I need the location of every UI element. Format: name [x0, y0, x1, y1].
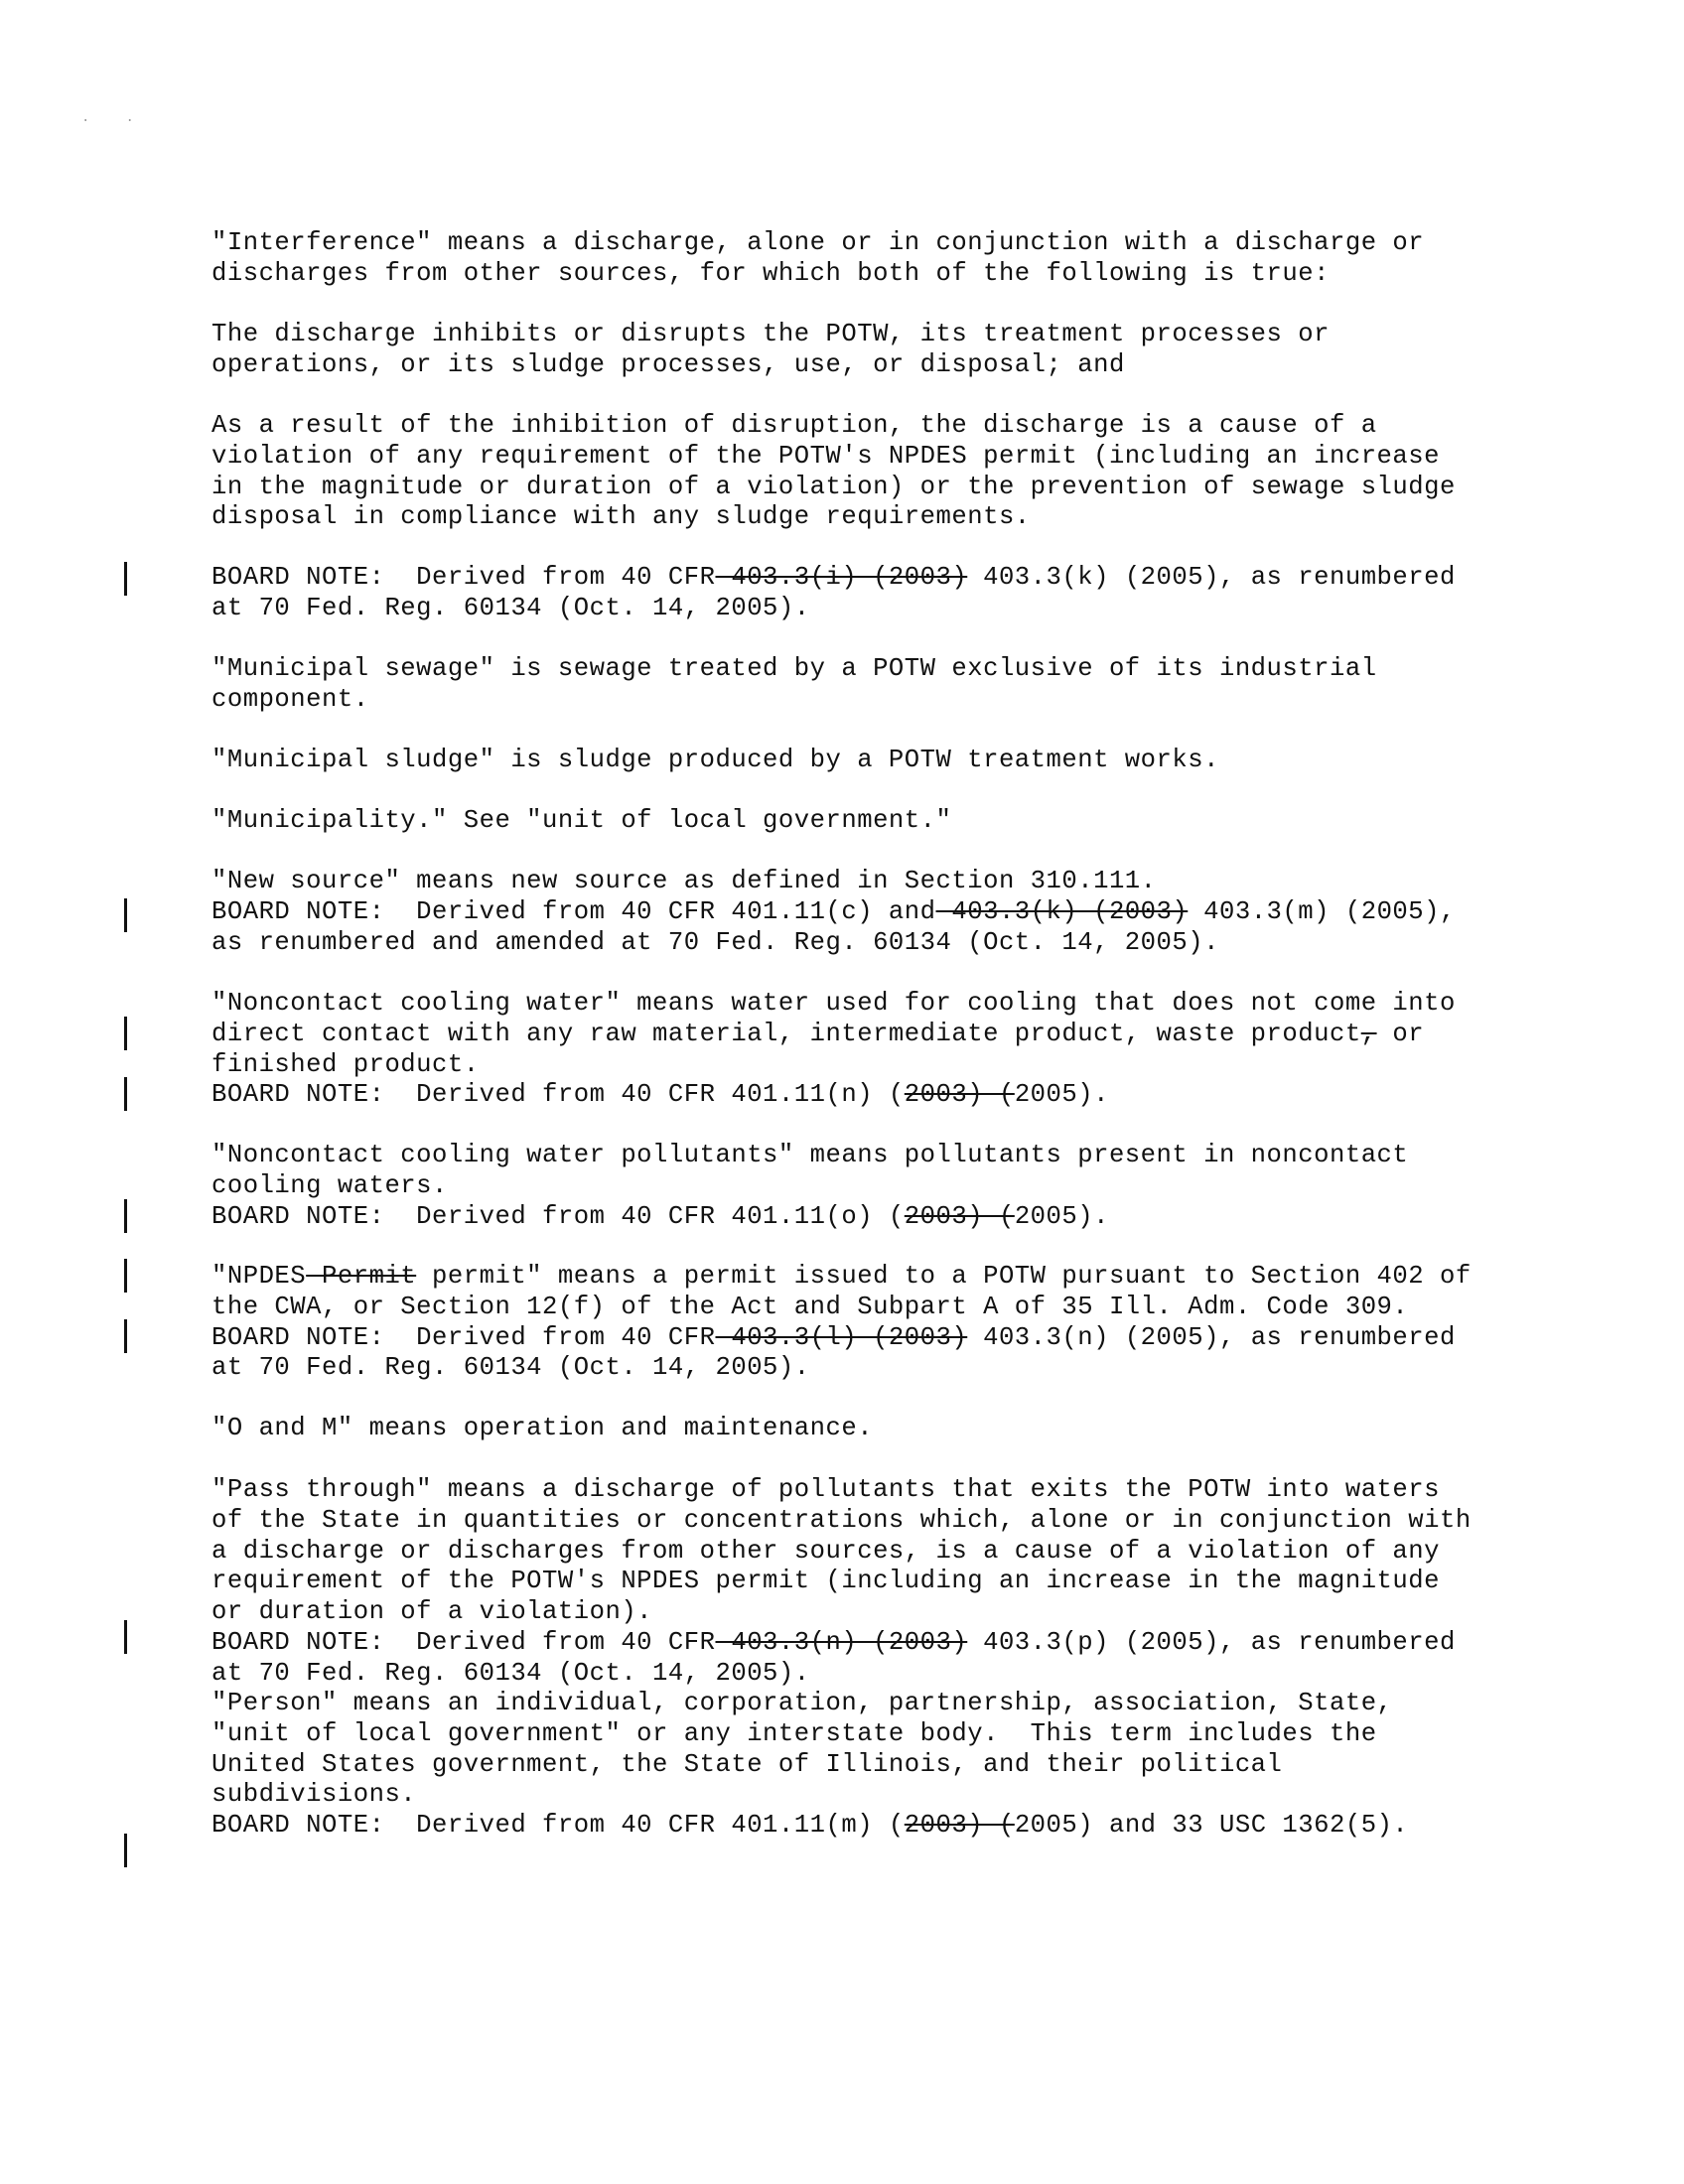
- text-line: [211, 806, 951, 837]
- text-segment: "New source" means new source as defined in Section 310.111.: [211, 867, 1157, 895]
- paragraph-municipal-sewage: [211, 654, 1377, 716]
- text-line: [211, 1689, 1408, 1719]
- text-segment: BOARD NOTE: Derived from 40 CFR 401.11(n) (: [211, 1080, 905, 1110]
- text-segment: subdivisions.: [211, 1780, 417, 1810]
- text-segment: "Noncontact cooling water pollutants" means pollutants present in noncontact: [211, 1141, 1409, 1169]
- change-bar: [124, 1620, 127, 1654]
- text-segment: discharges from other sources, for which both of the following is true:: [211, 258, 1330, 288]
- text-segment: direct contact with any raw material, intermediate product, waste product: [211, 1019, 1361, 1048]
- text-segment: at 70 Fed. Reg. 60134 (Oct. 14, 2005).: [211, 593, 810, 622]
- text-segment: disposal in compliance with any sludge requirements.: [211, 502, 1031, 532]
- text-line: [211, 1719, 1408, 1750]
- text-segment: 2005).: [1014, 1080, 1109, 1110]
- text-segment: cooling waters.: [211, 1170, 448, 1200]
- text-line: [211, 1811, 1408, 1842]
- text-segment: "Interference" means a discharge, alone or in conjunction with a discharge or: [211, 228, 1425, 257]
- text-line: [211, 1050, 1456, 1081]
- text-line: [211, 1659, 1472, 1690]
- text-line: [211, 1323, 1472, 1354]
- text-segment: BOARD NOTE: Derived from 40 CFR: [211, 563, 716, 592]
- text-segment: of the State in quantities or concentrations which, alone or in conjunction with: [211, 1505, 1472, 1535]
- text-segment: 403.3(k) (2005), as renumbered: [967, 563, 1456, 592]
- deleted-text: ,: [1360, 1019, 1377, 1048]
- text-segment: As a result of the inhibition of disruption, the discharge is a cause of a: [211, 411, 1377, 440]
- text-segment: a discharge or discharges from other sources, is a cause of a violation of any: [211, 1536, 1440, 1566]
- text-line: [211, 473, 1456, 503]
- paragraph-npdes-permit: [211, 1262, 1472, 1384]
- deleted-text: 2003) (: [904, 1811, 1015, 1841]
- text-segment: BOARD NOTE: Derived from 40 CFR 401.11(c) and: [211, 896, 936, 926]
- deleted-text: 2003) (: [904, 1201, 1015, 1231]
- change-bar: [124, 1077, 127, 1111]
- text-segment: the CWA, or Section 12(f) of the Act and Subpart A of 35 Ill. Adm. Code 309.: [211, 1292, 1409, 1321]
- text-segment: finished product.: [211, 1049, 480, 1079]
- paragraph-o-and-m: [211, 1414, 873, 1444]
- text-segment: 403.3(p) (2005), as renumbered: [967, 1627, 1456, 1657]
- text-segment: "unit of local government" or any interstate body. This term includes the: [211, 1718, 1377, 1748]
- paragraph-person: [211, 1689, 1408, 1842]
- text-segment: 403.3(m) (2005),: [1188, 896, 1456, 926]
- text-segment: "O and M" means operation and maintenance.: [211, 1414, 874, 1442]
- text-segment: or duration of a violation).: [211, 1597, 653, 1627]
- text-segment: "Municipal sewage" is sewage treated by a POTW exclusive of its industrial: [211, 654, 1377, 683]
- change-bar: [124, 898, 127, 932]
- text-line: [211, 594, 1456, 624]
- text-line: [211, 1202, 1408, 1233]
- text-line: [211, 1141, 1408, 1171]
- deleted-text: Permit: [306, 1262, 417, 1291]
- text-line: [211, 1414, 873, 1444]
- text-segment: permit" means a permit issued to a POTW pursuant to Section 402 of: [416, 1262, 1472, 1291]
- text-line: [211, 867, 1456, 897]
- text-line: [211, 411, 1456, 442]
- text-line: [211, 1262, 1472, 1293]
- paragraph-noncontact-cooling-water: [211, 989, 1456, 1111]
- text-line: [211, 1537, 1472, 1568]
- change-bar: [124, 562, 127, 596]
- text-line: [211, 1750, 1408, 1781]
- paragraph-municipality: [211, 806, 951, 837]
- text-line: [211, 1293, 1472, 1323]
- text-line: [211, 685, 1377, 716]
- change-bar: [124, 1199, 127, 1233]
- text-segment: component.: [211, 684, 369, 714]
- text-segment: The discharge inhibits or disrupts the POTW, its treatment processes or: [211, 320, 1330, 348]
- text-line: [211, 746, 1219, 776]
- text-segment: BOARD NOTE: Derived from 40 CFR: [211, 1322, 716, 1352]
- change-bar: [124, 1834, 127, 1867]
- text-line: [211, 1780, 1408, 1811]
- text-line: [211, 1597, 1472, 1628]
- text-segment: 2005) and 33 USC 1362(5).: [1014, 1811, 1409, 1841]
- text-segment: operations, or its sludge processes, use, or disposal; and: [211, 349, 1125, 379]
- text-segment: "NPDES: [211, 1262, 307, 1291]
- text-line: [211, 1567, 1472, 1597]
- deleted-text: 403.3(n) (2003): [715, 1627, 968, 1657]
- text-segment: "Municipal sludge" is sludge produced by a POTW treatment works.: [211, 746, 1219, 774]
- text-line: [211, 1171, 1408, 1202]
- text-segment: 2005).: [1014, 1201, 1109, 1231]
- text-line: [211, 502, 1456, 533]
- text-line: [211, 1628, 1472, 1659]
- text-line: [211, 1506, 1472, 1537]
- text-segment: BOARD NOTE: Derived from 40 CFR: [211, 1627, 716, 1657]
- text-line: [211, 1353, 1472, 1384]
- text-line: [211, 1020, 1456, 1050]
- text-segment: BOARD NOTE: Derived from 40 CFR 401.11(m) (: [211, 1811, 905, 1841]
- text-segment: "Noncontact cooling water" means water used for cooling that does not come into: [211, 989, 1456, 1018]
- text-segment: at 70 Fed. Reg. 60134 (Oct. 14, 2005).: [211, 1658, 810, 1688]
- text-segment: United States government, the State of Illinois, and their political: [211, 1749, 1283, 1779]
- text-line: [211, 1475, 1472, 1506]
- text-line: [211, 563, 1456, 594]
- paragraph-pass-through: [211, 1475, 1472, 1690]
- board-note-interference: [211, 563, 1456, 624]
- text-segment: "Pass through" means a discharge of pollutants that exits the POTW into waters: [211, 1475, 1440, 1504]
- text-segment: violation of any requirement of the POTW's NPDES permit (including an increase: [211, 441, 1440, 471]
- change-bar: [124, 1319, 127, 1353]
- text-segment: "Person" means an individual, corporation, partnership, association, State,: [211, 1689, 1393, 1717]
- text-segment: at 70 Fed. Reg. 60134 (Oct. 14, 2005).: [211, 1353, 810, 1383]
- text-line: [211, 442, 1456, 473]
- text-line: [211, 654, 1377, 685]
- text-line: [211, 897, 1456, 928]
- text-line: [211, 350, 1330, 381]
- text-segment: 403.3(n) (2005), as renumbered: [967, 1322, 1456, 1352]
- deleted-text: 403.3(i) (2003): [715, 563, 968, 592]
- paragraph-noncontact-pollutants: [211, 1141, 1408, 1232]
- text-segment: or: [1376, 1019, 1425, 1048]
- text-line: [211, 228, 1424, 259]
- paragraph-interference-condition-b: [211, 411, 1456, 533]
- text-line: [211, 989, 1456, 1020]
- text-segment: BOARD NOTE: Derived from 40 CFR 401.11(o) (: [211, 1201, 905, 1231]
- text-line: [211, 1080, 1456, 1111]
- text-segment: "Municipality." See "unit of local government.": [211, 806, 952, 835]
- text-line: [211, 928, 1456, 959]
- change-bar: [124, 1017, 127, 1050]
- text-segment: requirement of the POTW's NPDES permit (including an increase in the magnitude: [211, 1567, 1440, 1596]
- deleted-text: 2003) (: [904, 1080, 1015, 1110]
- deleted-text: 403.3(k) (2003): [935, 896, 1189, 926]
- text-segment: as renumbered and amended at 70 Fed. Reg. 60134 (Oct. 14, 2005).: [211, 927, 1219, 957]
- text-line: [211, 320, 1330, 350]
- text-segment: in the magnitude or duration of a violation) or the prevention of sewage sludge: [211, 472, 1456, 501]
- paragraph-new-source: [211, 867, 1456, 958]
- change-bar: [124, 1259, 127, 1293]
- paragraph-interference-condition-a: [211, 320, 1330, 381]
- deleted-text: 403.3(l) (2003): [715, 1322, 968, 1352]
- text-line: [211, 259, 1424, 290]
- paragraph-municipal-sludge: [211, 746, 1219, 776]
- scan-specks: · ·: [81, 113, 135, 129]
- paragraph-interference-definition: [211, 228, 1424, 290]
